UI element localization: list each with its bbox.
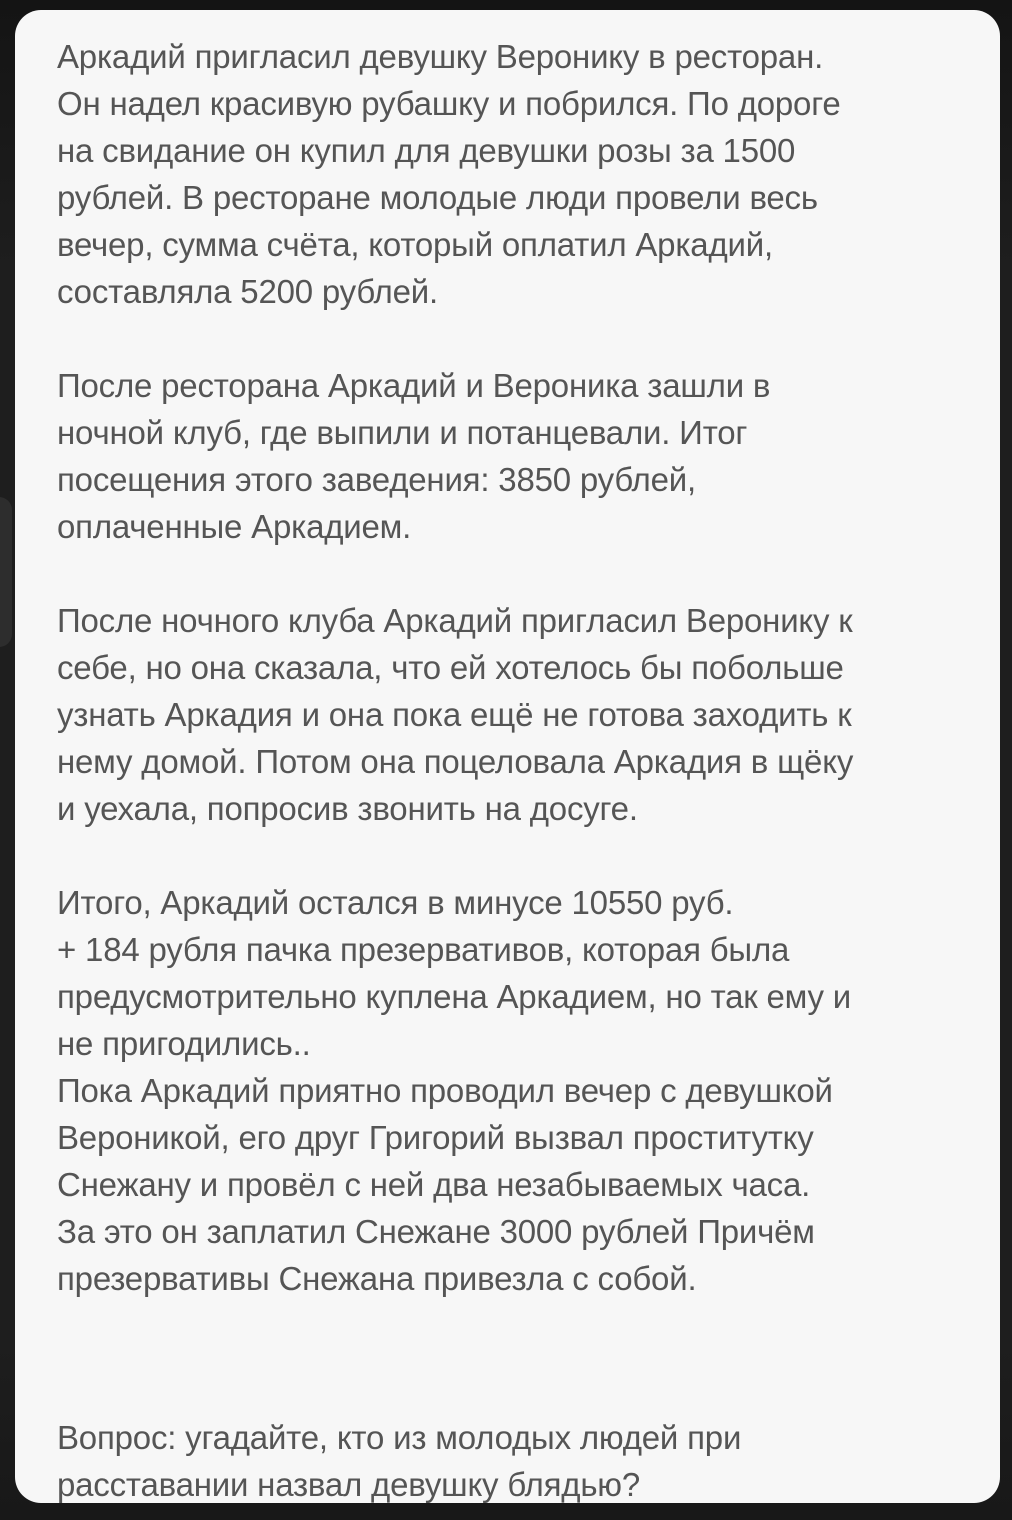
text-line: После ресторана Аркадий и Вероника зашли в [57,367,771,404]
text-line: узнать Аркадия и она пока ещё не готова заходить к [57,696,852,733]
text-line: Аркадий пригласил девушку Веронику в ресторан. [57,38,824,75]
text-line: Пока Аркадий приятно проводил вечер с девушкой [57,1072,833,1109]
paragraph [57,597,952,832]
text-line: рублей. В ресторане молодые люди провели весь [57,179,818,216]
text-line: вечер, сумма счёта, который оплатил Аркадий, [57,226,773,263]
paragraph [57,33,952,315]
text-line: предусмотрительно куплена Аркадием, но так ему и [57,978,851,1015]
post-text [57,33,952,1503]
text-line: + 184 рубля пачка презервативов, которая была [57,931,790,968]
paragraph [57,879,952,1302]
paragraph [57,362,952,550]
text-line: нему домой. Потом она поцеловала Аркадия в щёку [57,743,854,780]
text-line: себе, но она сказала, что ей хотелось бы побольше [57,649,844,686]
text-line: ночной клуб, где выпили и потанцевали. Итог [57,414,748,451]
text-line: После ночного клуба Аркадий пригласил Веронику к [57,602,853,639]
left-edge-artifact [0,497,12,647]
text-line: не пригодились.. [57,1025,311,1062]
text-line: Итого, Аркадий остался в минусе 10550 руб. [57,884,734,921]
text-line: Он надел красивую рубашку и побрился. По дороге [57,85,841,122]
text-line: на свидание он купил для девушки розы за 1500 [57,132,796,169]
text-line: За это он заплатил Снежане 3000 рублей Причём [57,1213,815,1250]
text-line: оплаченные Аркадием. [57,508,412,545]
text-line: Вопрос: угадайте, кто из молодых людей при [57,1419,742,1456]
text-line: составляла 5200 рублей. [57,273,438,310]
text-line: посещения этого заведения: 3850 рублей, [57,461,696,498]
text-line: Снежану и провёл с ней два незабываемых часа. [57,1166,811,1203]
text-line: презервативы Снежана привезла с собой. [57,1260,697,1297]
post-card [15,10,1000,1503]
text-line: Вероникой, его друг Григорий вызвал проститутку [57,1119,814,1156]
text-line: расставании назвал девушку блядью? [57,1466,641,1503]
paragraph [57,1414,952,1503]
text-line: и уехала, попросив звонить на досуге. [57,790,638,827]
